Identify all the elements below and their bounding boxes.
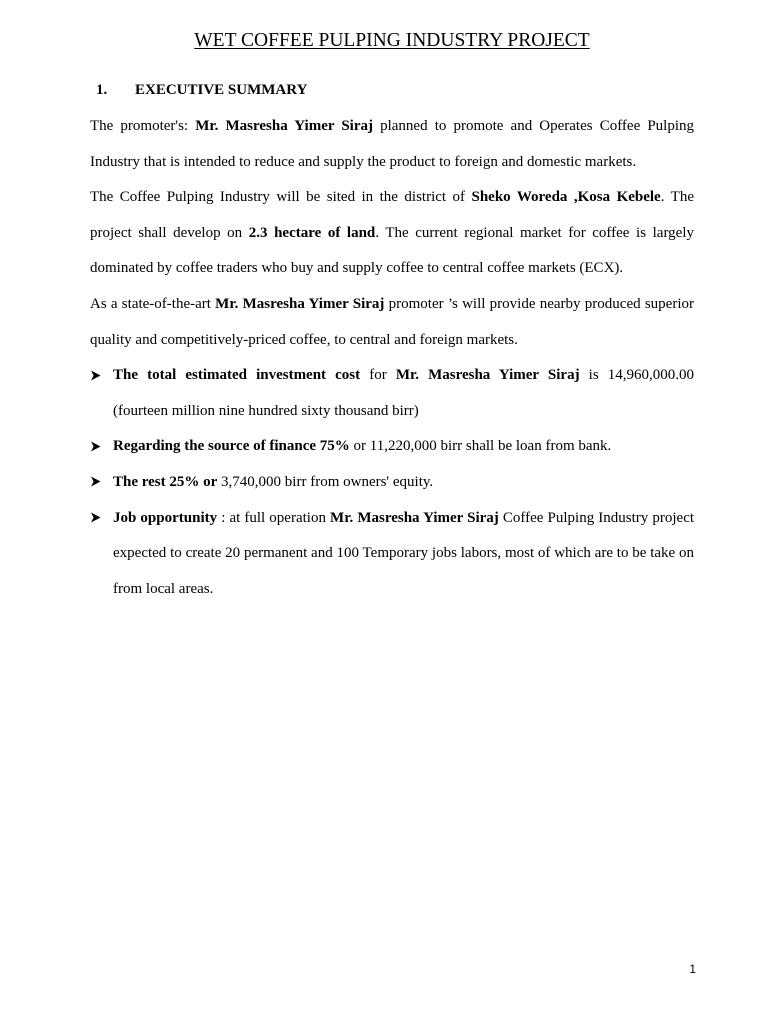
- text-run: promoter ’s will provide nearby produced superior quality and competitively-priced coffee, to central and foreign markets.: [90, 295, 694, 348]
- promoter-name: Mr. Masresha Yimer Siraj: [395, 367, 580, 384]
- text-run: The promoter's:: [90, 118, 196, 134]
- list-item-jobs: [90, 501, 694, 608]
- text-run: Coffee Pulping Industry project expected to create 20 permanent and 100 Temporary jobs labors, most of which are to be take on from local areas.: [113, 509, 695, 597]
- promoter-name: Mr. Masresha Yimer Siraj: [215, 295, 385, 312]
- text-run: : at full operation: [217, 509, 331, 526]
- text-run: is 14,960,000.00 (fourteen million nine hundred sixty thousand birr): [113, 367, 695, 419]
- text-run: The Coffee Pulping Industry will be sited in the district of: [90, 189, 472, 206]
- arrowhead-bullet-icon: [90, 501, 106, 537]
- text-run: . The project shall develop on: [90, 189, 694, 241]
- land-area: 2.3 hectare of land: [248, 224, 376, 241]
- paragraph-location: [90, 180, 694, 287]
- page-number: 1: [689, 962, 696, 976]
- promoter-name: Mr. Masresha Yimer Siraj: [330, 509, 499, 526]
- paragraph-promoter: [90, 109, 694, 180]
- text-run: or 11,220,000 birr shall be loan from bank.: [349, 438, 612, 455]
- section-number: 1.: [96, 82, 108, 98]
- arrowhead-bullet-icon: [90, 465, 106, 501]
- paragraph-market: [90, 287, 694, 358]
- promoter-name: Mr. Masresha Yimer Siraj: [195, 118, 374, 134]
- text-run: planned to promote and Operates Coffee Pulping Industry that is intended to reduce and supply the product to foreign and domestic markets.: [90, 118, 695, 170]
- section-heading: [96, 79, 307, 101]
- bullet-label: The total estimated investment cost: [113, 367, 361, 384]
- list-item-finance: [90, 429, 694, 465]
- summary-bullet-list: [90, 358, 694, 607]
- text-run: for: [360, 367, 396, 384]
- arrowhead-bullet-icon: [90, 429, 106, 465]
- list-item-equity: [90, 465, 694, 501]
- arrowhead-bullet-icon: [90, 358, 106, 394]
- location-name: Sheko Woreda ,Kosa Kebele: [471, 189, 661, 206]
- text-run: . The current regional market for coffee is largely dominated by coffee traders who buy and supply coffee to central coffee markets (ECX).: [90, 224, 694, 277]
- list-item-investment: [90, 358, 694, 429]
- bullet-label: The rest 25% or: [113, 473, 218, 490]
- bullet-label: Regarding the source of finance 75%: [113, 438, 350, 455]
- text-run: As a state-of-the-art: [90, 295, 216, 312]
- document-title: WET COFFEE PULPING INDUSTRY PROJECT: [194, 30, 590, 51]
- bullet-label: Job opportunity: [113, 509, 218, 526]
- section-heading-text: EXECUTIVE SUMMARY: [135, 82, 308, 98]
- text-run: 3,740,000 birr from owners' equity.: [217, 473, 434, 490]
- executive-summary-body: [90, 109, 694, 607]
